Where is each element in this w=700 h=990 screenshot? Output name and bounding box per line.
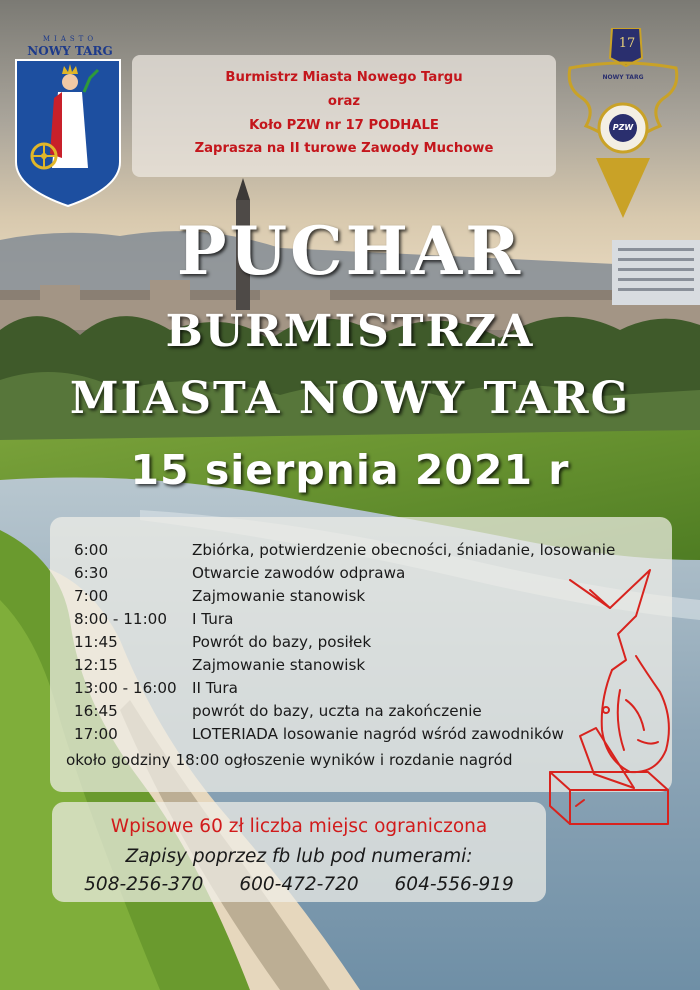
title-miasta: MIASTA NOWY TARG bbox=[69, 373, 631, 424]
schedule-time: 7:00 bbox=[74, 587, 109, 605]
schedule-desc: Zajmowanie stanowisk bbox=[192, 587, 366, 605]
schedule-time: 6:30 bbox=[74, 564, 109, 582]
schedule-time: 11:45 bbox=[74, 633, 118, 651]
invitation-line-4: Zaprasza na II turowe Zawody Muchowe bbox=[194, 141, 494, 157]
title-burmistrza: BURMISTRZA bbox=[165, 306, 535, 357]
city-label-small: MIASTO bbox=[42, 35, 98, 43]
schedule-time: 8:00 - 11:00 bbox=[74, 610, 168, 628]
phone-numbers bbox=[52, 874, 546, 895]
schedule-desc: LOTERIADA losowanie nagród wśród zawodników bbox=[192, 725, 564, 743]
schedule-time: 6:00 bbox=[74, 541, 109, 559]
schedule-desc: Zbiórka, potwierdzenie obecności, śniadanie, losowanie bbox=[192, 541, 616, 559]
title-puchar: PUCHAR bbox=[176, 212, 524, 290]
schedule-note: około godziny 18:00 ogłoszenie wyników i rozdanie nagród bbox=[66, 751, 513, 769]
emblem-badge: PZW bbox=[612, 123, 634, 132]
emblem-number: 17 bbox=[618, 36, 636, 51]
schedule-desc: Zajmowanie stanowisk bbox=[192, 656, 366, 674]
event-date: 15 sierpnia 2021 r bbox=[130, 446, 570, 494]
schedule-desc: Otwarcie zawodów odprawa bbox=[192, 564, 406, 582]
schedule-desc: powrót do bazy, uczta na zakończenie bbox=[192, 702, 482, 720]
emblem-ribbon: NOWY TARG bbox=[602, 74, 644, 81]
city-label-name: NOWY TARG bbox=[27, 44, 113, 58]
fish-trophy-sketch-icon bbox=[540, 560, 700, 830]
city-label bbox=[14, 36, 126, 57]
schedule-desc: II Tura bbox=[192, 679, 238, 697]
entry-fee-text: Wpisowe 60 zł liczba miejsc ograniczona bbox=[110, 816, 488, 837]
registration-box bbox=[52, 802, 546, 902]
phone-number: 600-472-720 bbox=[239, 874, 359, 895]
schedule-time: 13:00 - 16:00 bbox=[74, 679, 177, 697]
invitation-line-2: oraz bbox=[327, 93, 361, 109]
schedule-time: 16:45 bbox=[74, 702, 118, 720]
phone-number: 508-256-370 bbox=[84, 874, 204, 895]
schedule-desc: Powrót do bazy, posiłek bbox=[192, 633, 372, 651]
pzw-club-emblem-icon bbox=[560, 28, 686, 218]
city-coat-of-arms-icon bbox=[14, 58, 122, 208]
invitation-line-3: Koło PZW nr 17 PODHALE bbox=[249, 117, 439, 133]
registration-info-text: Zapisy poprzez fb lub pod numerami: bbox=[125, 846, 473, 867]
invitation-line-1: Burmistrz Miasta Nowego Targu bbox=[225, 70, 463, 85]
schedule-desc: I Tura bbox=[192, 610, 234, 628]
schedule-time: 17:00 bbox=[74, 725, 118, 743]
schedule-time: 12:15 bbox=[74, 656, 118, 674]
invitation-box bbox=[132, 55, 556, 177]
phone-number: 604-556-919 bbox=[394, 874, 514, 895]
